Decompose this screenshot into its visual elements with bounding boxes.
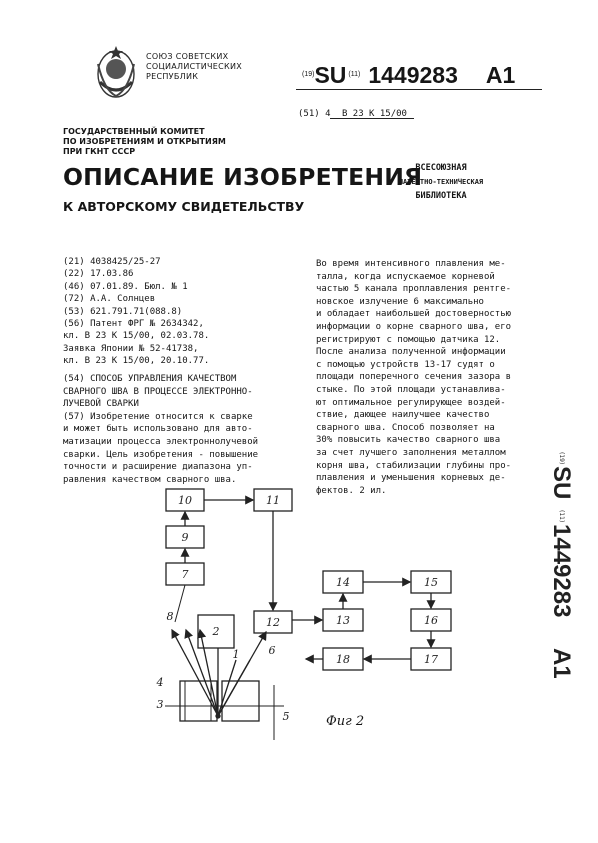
text-line: новское излучение 6 максимально — [316, 296, 484, 307]
side-kind: A1 — [548, 648, 575, 679]
block-label-2: 2 — [212, 625, 220, 638]
block-label-14: 14 — [336, 576, 350, 589]
block-label-7: 7 — [181, 568, 189, 581]
label-3: 3 — [156, 698, 164, 711]
block-label-15: 15 — [424, 576, 438, 589]
block-label-18: 18 — [336, 653, 350, 666]
stamp-line: БИБЛИОТЕКА — [415, 191, 467, 201]
union-line: СОЮЗ СОВЕТСКИХ — [146, 52, 229, 61]
block-label-9: 9 — [181, 531, 189, 544]
committee-line: ПО ИЗОБРЕТЕНИЯМ И ОТКРЫТИЯМ — [63, 137, 226, 146]
text-line: частью 5 канала проплавления рентге- — [316, 284, 512, 295]
code-19: (19) — [302, 71, 315, 78]
biblio-line: (46) 07.01.89. Бюл. № 1 — [63, 281, 188, 292]
text-line: сварного шва. Способ позволяет на — [316, 422, 495, 433]
text-line: сварки. Цель изобретения - повышение — [63, 449, 259, 460]
text-line: (57) Изобретение относится к сварке — [63, 411, 253, 422]
committee-line: ПРИ ГКНТ СССР — [63, 147, 136, 156]
text-line: площади поперечного сечения зазора в — [316, 372, 512, 383]
text-line: талла, когда испускаемое корневой — [316, 271, 495, 282]
text-line: корня шва, стабилизации глубины про- — [316, 460, 512, 471]
biblio-line: (22) 17.03.86 — [63, 269, 134, 280]
label-5: 5 — [282, 710, 290, 723]
block-label-16: 16 — [424, 614, 438, 627]
text-line: информации о корне сварного шва, его — [316, 321, 512, 332]
side-number: 1449283 — [548, 524, 575, 618]
side-code-11: (11) — [558, 510, 565, 523]
text-line: фектов. 2 ил. — [316, 485, 387, 496]
text-line: ствие, дающее наилучшее качество — [316, 410, 490, 421]
text-line: плавления и уменьшения корневых де- — [316, 473, 506, 484]
text-line: После анализа полученной информации — [316, 347, 506, 358]
biblio-line: кл. В 23 К 15/00, 02.03.78. — [63, 331, 210, 342]
stamp-line: ПАТЕНТНО-ТЕХНИЧЕСКАЯ — [398, 178, 484, 186]
label-1: 1 — [232, 648, 240, 661]
text-line: с помощью устройств 13-17 судят о — [316, 359, 495, 370]
side-code-19: (19) — [558, 452, 565, 465]
block-label-10: 10 — [178, 494, 192, 507]
text-line: ют оптимальное регулирующее воздей- — [316, 397, 506, 408]
ipc-code: (51) 4 — [298, 109, 331, 119]
side-country: SU — [548, 466, 575, 500]
block-label-13: 13 — [336, 614, 350, 627]
text-line: 30% повысить качество сварного шва — [316, 435, 501, 446]
label-8: 8 — [166, 610, 174, 623]
document-title: ОПИСАНИЕ ИЗОБРЕТЕНИЯ — [63, 163, 423, 191]
block-label-12: 12 — [266, 616, 280, 629]
stamp-line: ВСЕСОЮЗНАЯ — [415, 163, 467, 173]
biblio-line: (56) Патент ФРГ № 2634342, — [63, 319, 204, 330]
block-label-17: 17 — [424, 653, 438, 666]
text-line: регистрируют с помощью датчика 12. — [316, 334, 501, 345]
text-line: точности и расширение диапазона уп- — [63, 462, 253, 473]
block-label-11: 11 — [266, 494, 280, 507]
union-line: СОЦИАЛИСТИЧЕСКИХ — [146, 62, 243, 71]
text-line: матизации процесса электроннолучевой — [63, 436, 259, 447]
biblio-line: кл. В 23 К 15/00, 20.10.77. — [63, 356, 210, 367]
document-subtitle: К АВТОРСКОМУ СВИДЕТЕЛЬСТВУ — [63, 199, 305, 214]
committee-line: ГОСУДАРСТВЕННЫЙ КОМИТЕТ — [63, 127, 205, 136]
code-11: (11) — [348, 71, 361, 78]
biblio-line: (72) А.А. Солнцев — [63, 294, 156, 305]
country-code: SU — [314, 62, 347, 88]
biblio-line: (21) 4038425/25-27 — [63, 257, 161, 267]
patent-kind: A1 — [485, 62, 516, 88]
figure-caption: Фиг 2 — [326, 714, 365, 729]
text-line: Во время интенсивного плавления ме- — [316, 259, 506, 269]
label-4: 4 — [156, 676, 164, 689]
text-line: СВАРНОГО ШВА В ПРОЦЕССЕ ЭЛЕКТРОННО- — [63, 386, 253, 397]
biblio-line: (53) 621.791.71(088.8) — [63, 306, 183, 317]
text-line: (54) СПОСОБ УПРАВЛЕНИЯ КАЧЕСТВОМ — [63, 374, 237, 384]
label-6: 6 — [268, 644, 276, 657]
union-line: РЕСПУБЛИК — [146, 72, 199, 81]
text-line: ЛУЧЕВОЙ СВАРКИ — [63, 399, 139, 410]
ipc-value: В 23 К 15/00 — [341, 109, 407, 119]
text-line: стыке. По этой площади устанавлива- — [316, 384, 506, 395]
text-line: за счет лучшего заполнения металлом — [316, 447, 506, 458]
text-line: и обладает наибольшей достоверностью — [316, 309, 512, 320]
patent-number: 1449283 — [368, 62, 458, 88]
text-line: и может быть использовано для авто- — [63, 424, 253, 435]
biblio-line: Заявка Японии № 52-41738, — [63, 343, 199, 354]
text-line: равления качеством сварного шва. — [63, 474, 237, 485]
